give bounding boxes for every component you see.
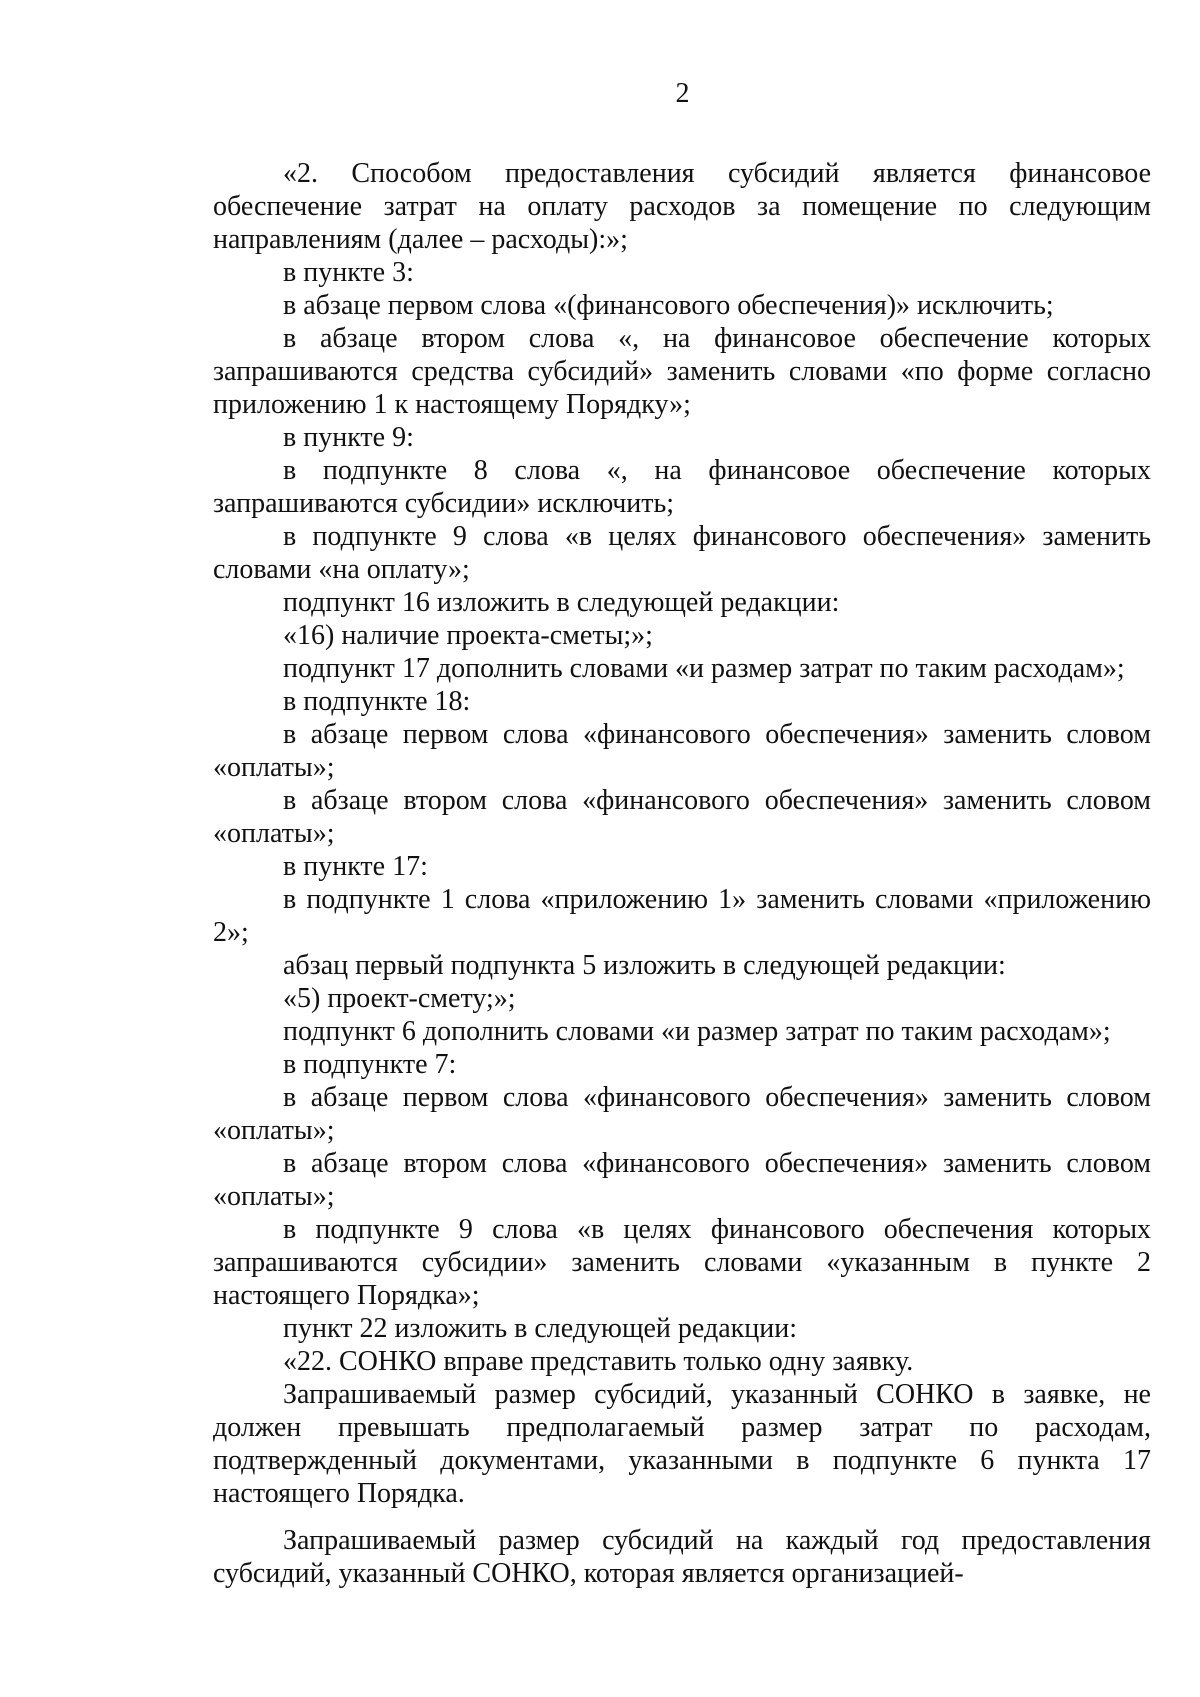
paragraph: в абзаце первом слова «финансового обеспечения» заменить словом «оплаты»; [213,1082,1151,1146]
paragraph: «22. СОНКО вправе представить только одну заявку. [283,1346,914,1377]
paragraph: в пункте 17: [283,851,428,882]
paragraph: в абзаце первом слова «финансового обеспечения» заменить словом «оплаты»; [213,719,1151,783]
paragraph: подпункт 17 дополнить словами «и размер затрат по таким расходам»; [283,653,1125,684]
paragraph: пункт 22 изложить в следующей редакции: [283,1313,797,1344]
paragraph: подпункт 6 дополнить словами «и размер затрат по таким расходам»; [283,1016,1111,1047]
paragraph: в подпункте 9 слова «в целях финансового обеспечения» заменить словами «на оплату»; [213,521,1151,585]
paragraph: в подпункте 8 слова «, на финансовое обеспечение которых запрашиваются субсидии» исключить; [213,455,1151,519]
paragraph: в абзаце втором слова «финансового обеспечения» заменить словом «оплаты»; [213,1148,1151,1212]
paragraph: в подпункте 7: [283,1049,457,1080]
paragraph: в абзаце первом слова «(финансового обеспечения)» исключить; [283,290,1054,321]
paragraph: в абзаце втором слова «, на финансовое обеспечение которых запрашиваются средства субсидий» заменить словами «по форме согласно приложению 1 к настоящему Порядку»; [213,323,1151,420]
document-body [213,157,1151,1590]
paragraph: в подпункте 1 слова «приложению 1» заменить словами «приложению 2»; [213,884,1151,948]
paragraph: «16) наличие проекта-сметы;»; [283,620,653,651]
paragraph: подпункт 16 изложить в следующей редакции: [283,587,840,618]
paragraph: абзац первый подпункта 5 изложить в следующей редакции: [283,950,1006,981]
paragraph: Запрашиваемый размер субсидий, указанный СОНКО в заявке, не должен превышать предполагаемый размер затрат по расходам, подтвержденный документами, указанными в подпункте 6 пункта 17 настоящего Порядка. [213,1379,1151,1509]
paragraph: «5) проект-смету;»; [283,983,516,1014]
paragraph: в пункте 3: [283,257,414,288]
paragraph: «2. Способом предоставления субсидий является финансовое обеспечение затрат на оплату расходов за помещение по следующим направлениям (далее – расходы):»; [213,158,1151,255]
paragraph: в пункте 9: [283,422,414,453]
page-number: 2 [675,78,690,109]
paragraph: в абзаце втором слова «финансового обеспечения» заменить словом «оплаты»; [213,785,1151,849]
paragraph: Запрашиваемый размер субсидий на каждый год предоставления субсидий, указанный СОНКО, которая является организацией- [213,1525,1151,1589]
paragraph: в подпункте 9 слова «в целях финансового обеспечения которых запрашиваются субсидии» заменить словами «указанным в пункте 2 настоящего Порядка»; [213,1214,1151,1311]
paragraph: в подпункте 18: [283,686,471,717]
